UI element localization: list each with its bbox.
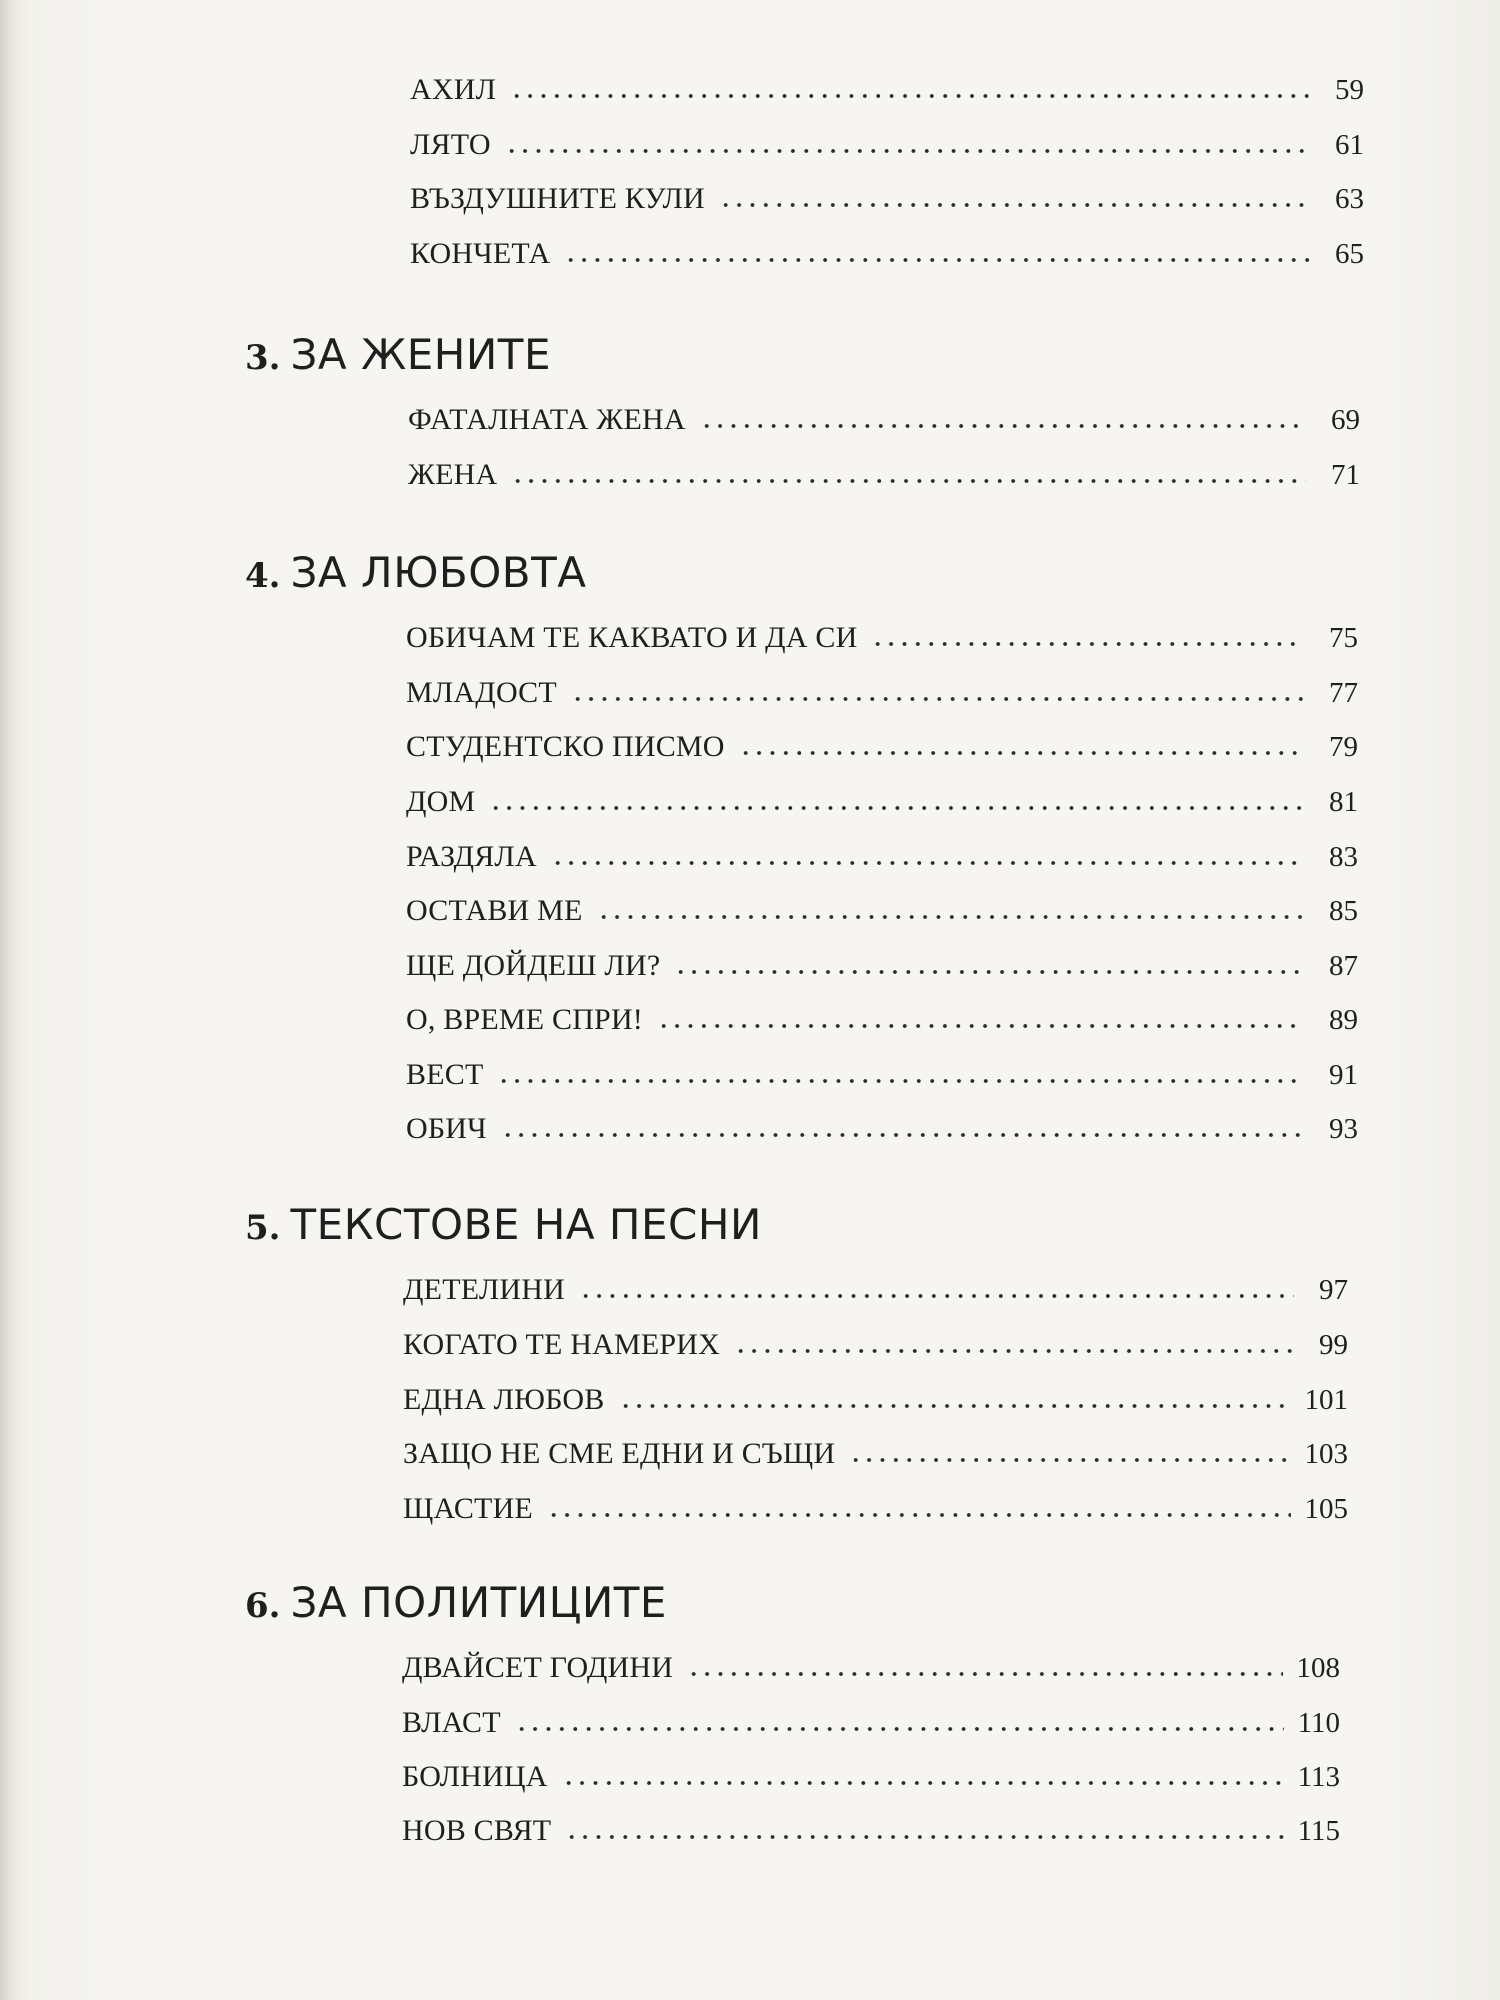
dot-leader [511,476,1306,486]
toc-entry-page: 110 [1297,1707,1340,1739]
toc-entry [402,1757,1340,1797]
toc-entry-page: 105 [1304,1493,1348,1525]
toc-entry [406,727,1358,767]
toc-entry-title: РАЗДЯЛА [406,840,537,873]
toc-entry-title: ВЪЗДУШНИТЕ КУЛИ [410,182,705,215]
toc-entry-title: ЩЕ ДОЙДЕШ ЛИ? [406,949,661,982]
toc-entry-page: 69 [1331,404,1360,436]
section-number: 5. [245,1208,281,1248]
toc-entry-page: 79 [1329,731,1358,763]
section-heading [245,1578,667,1627]
toc-entry [403,1380,1348,1420]
toc-entry [406,1055,1358,1095]
toc-entry [402,1811,1340,1851]
toc-entry-title: БОЛНИЦА [402,1760,548,1793]
dot-leader [571,694,1304,704]
section-number: 4. [245,556,281,596]
toc-entry-page: 115 [1297,1815,1340,1847]
toc-entry-title: ВЛАСТ [402,1706,501,1739]
dot-leader [505,146,1310,156]
toc-entry [406,891,1358,931]
toc-entry-title: ДЕТЕЛИНИ [403,1273,565,1306]
toc-entry-title: СТУДЕНТСКО ПИСМО [406,730,725,763]
toc-entry-title: ЕДНА ЛЮБОВ [403,1383,605,1416]
toc-entry-page: 63 [1335,183,1364,215]
toc-entry [410,70,1364,110]
toc-entry-title: КОНЧЕТА [410,237,551,270]
toc-entry-title: КОГАТО ТЕ НАМЕРИХ [403,1328,721,1361]
dot-leader [871,639,1304,649]
toc-entry [410,179,1364,219]
dot-leader [489,803,1304,813]
section-number: 3. [245,338,281,378]
toc-entry [406,837,1358,877]
toc-entry-page: 93 [1329,1113,1358,1145]
toc-entry [410,234,1364,274]
toc-entry [410,125,1364,165]
dot-leader [674,967,1304,977]
section-title: ЗА ПОЛИТИЦИТЕ [290,1578,667,1627]
toc-entry-title: ДВАЙСЕТ ГОДИНИ [402,1651,674,1684]
dot-leader [565,1832,1283,1842]
toc-entry-title: ФАТАЛНАТА ЖЕНА [408,403,686,436]
toc-entry-page: 108 [1296,1652,1340,1684]
toc-entry [408,455,1360,495]
toc-entry-page: 91 [1329,1059,1358,1091]
toc-entry-title: ОСТАВИ МЕ [406,894,583,927]
section-title: ЗА ЖЕНИТЕ [290,330,551,379]
dot-leader [597,912,1304,922]
toc-entry-title: ДОМ [406,785,476,818]
dot-leader [687,1669,1282,1679]
toc-entry-page: 81 [1329,786,1358,818]
dot-leader [849,1455,1290,1465]
toc-entry-page: 101 [1304,1384,1348,1416]
toc-entry-page: 113 [1297,1761,1340,1793]
dot-leader [562,1778,1284,1788]
toc-entry [406,782,1358,822]
toc-entry-page: 89 [1329,1004,1358,1036]
toc-entry-page: 85 [1329,895,1358,927]
toc-entry-page: 87 [1329,950,1358,982]
dot-leader [547,1510,1291,1520]
dot-leader [657,1021,1304,1031]
toc-entry-title: МЛАДОСТ [406,676,557,709]
toc-entry-page: 71 [1331,459,1360,491]
toc-entry [403,1434,1348,1474]
toc-entry [403,1270,1348,1310]
toc-entry-title: ЛЯТО [410,128,491,161]
dot-leader [497,1076,1304,1086]
toc-entry [406,618,1358,658]
dot-leader [515,1724,1284,1734]
toc-entry [403,1489,1348,1529]
toc-entry-title: ОБИЧ [406,1112,487,1145]
toc-entry-page: 83 [1329,841,1358,873]
toc-entry [402,1703,1340,1743]
dot-leader [551,858,1304,868]
section-title: ТЕКСТОВЕ НА ПЕСНИ [290,1200,762,1249]
dot-leader [501,1130,1304,1140]
toc-entry-title: ЩАСТИЕ [403,1492,533,1525]
dot-leader [739,748,1304,758]
toc-entry-page: 97 [1319,1274,1348,1306]
toc-entry-page: 99 [1319,1329,1348,1361]
toc-entry-page: 61 [1335,129,1364,161]
toc-entry-page: 59 [1335,74,1364,106]
toc-entry-title: ЗАЩО НЕ СМЕ ЕДНИ И СЪЩИ [403,1437,836,1470]
toc-entry-title: ОБИЧАМ ТЕ КАКВАТО И ДА СИ [406,621,858,654]
dot-leader [734,1346,1294,1356]
toc-entry [408,400,1360,440]
toc-entry [406,1000,1358,1040]
toc-entry-title: НОВ СВЯТ [402,1814,552,1847]
dot-leader [564,255,1310,265]
toc-entry-page: 77 [1329,677,1358,709]
section-heading [245,330,551,379]
toc-entry-title: О, ВРЕМЕ СПРИ! [406,1003,643,1036]
dot-leader [579,1291,1294,1301]
dot-leader [700,421,1306,431]
toc-entry-page: 65 [1335,238,1364,270]
toc-entry-page: 103 [1304,1438,1348,1470]
section-title: ЗА ЛЮБОВТА [290,548,587,597]
toc-entry-title: АХИЛ [410,73,497,106]
toc-entry [406,673,1358,713]
toc-entry [406,946,1358,986]
dot-leader [510,91,1310,101]
section-heading [245,1200,762,1249]
dot-leader [719,200,1310,210]
section-number: 6. [245,1586,281,1626]
dot-leader [619,1401,1291,1411]
toc-entry [402,1648,1340,1688]
toc-entry-title: ЖЕНА [408,458,498,491]
toc-entry-page: 75 [1329,622,1358,654]
toc-entry-title: ВЕСТ [406,1058,484,1091]
toc-entry [403,1325,1348,1365]
toc-entry [406,1109,1358,1149]
section-heading [245,548,587,597]
